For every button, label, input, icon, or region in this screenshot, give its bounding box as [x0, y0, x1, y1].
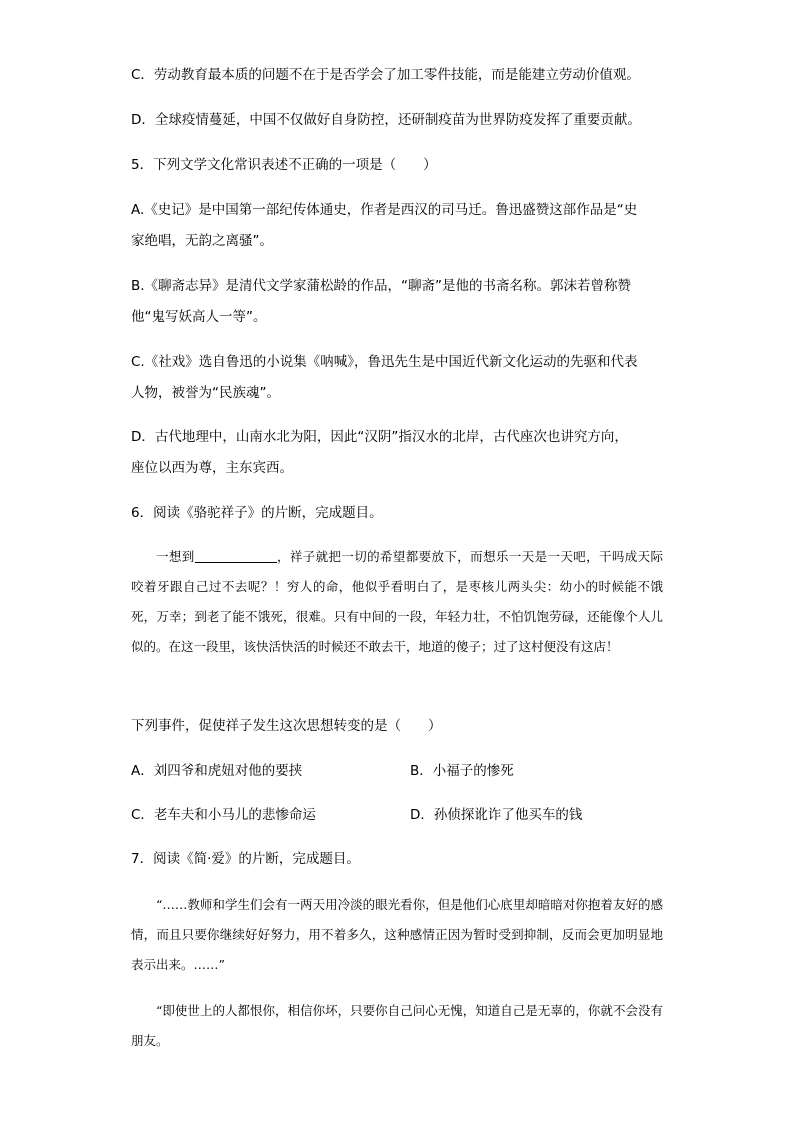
q7-passage-2: “即使世上的人都恨你，相信你坏，只要你自己问心无愧，知道自己是无辜的，你就不会没有朋友。	[131, 1003, 663, 1048]
q5-option-b-line1: B.《聊斋志异》是清代文学家蒲松龄的作品，“聊斋”是他的书斋名称。郭沫若曾称赞	[131, 278, 632, 294]
q7-stem: 7．阅读《简·爱》的片断，完成题目。	[131, 851, 360, 867]
q5-option-d-line2: 座位以西为尊，主东宾西。	[131, 460, 293, 476]
q5-option-c-line2: 人物，被誉为“民族魂”。	[131, 385, 280, 401]
q7-passage-1: “……教师和学生们会有一两天用冷淡的眼光看你，但是他们心底里却暗暗对你抱着友好的感情，而且只要你继续好好努力，用不着多久，这种感情正因为暂时受到抑制，反而会更加明显地表示出来。……”	[131, 897, 663, 972]
answer-blank	[195, 548, 277, 563]
q5-option-a-line2: 家绝唱，无韵之离骚”。	[131, 233, 273, 249]
q5-stem: 5．下列文学文化常识表述不正确的一项是（ ）	[131, 157, 437, 173]
q6-stem: 6．阅读《骆驼祥子》的片断，完成题目。	[131, 505, 383, 521]
q6-passage-text: ，祥子就把一切的希望都要放下，而想乐一天是一天吧，干吗成天际咬着牙跟自己过不去呢？！穷人的命，他似乎看明白了，是枣核儿两头尖：幼小的时候能不饿死，万幸；到老了能不饿死，很难。只有中间的一段，年轻力壮，不怕饥饱劳碌，还能像个人儿似的。在这一段里，该快活快活的时候还不敢去干，地道的傻子；过了这村便没有这店！	[131, 549, 663, 654]
q4-option-d: D．全球疫情蔓延，中国不仅做好自身防控，还研制疫苗为世界防疫发挥了重要贡献。	[131, 112, 641, 128]
q5-option-b-line2: 他“鬼写妖高人一等”。	[131, 309, 267, 325]
q6-option-a: A．刘四爷和虎妞对他的要挟	[131, 763, 303, 779]
q6-option-b: B．小福子的惨死	[410, 763, 514, 779]
q6-option-d: D．孙侦探讹诈了他买车的钱	[410, 807, 583, 823]
q5-option-d-line1: D．古代地理中，山南水北为阳，因此“汉阴”指汉水的北岸，古代座次也讲究方向，	[131, 429, 628, 445]
q6-option-c: C．老车夫和小马儿的悲惨命运	[131, 807, 316, 823]
q6-passage	[131, 542, 663, 662]
q6-question: 下列事件，促使祥子发生这次思想转变的是（ ）	[131, 718, 442, 734]
q4-option-c: C．劳动教育最本质的问题不在于是否学会了加工零件技能，而是能建立劳动价值观。	[131, 67, 640, 83]
q5-option-a-line1: A.《史记》是中国第一部纪传体通史，作者是西汉的司马迁。鲁迅盛赞这部作品是“史	[131, 202, 638, 218]
q6-passage-prefix: 一想到	[156, 549, 195, 564]
q5-option-c-line1: C.《社戏》选自鲁迅的小说集《呐喊》，鲁迅先生是中国近代新文化运动的先驱和代表	[131, 354, 638, 370]
